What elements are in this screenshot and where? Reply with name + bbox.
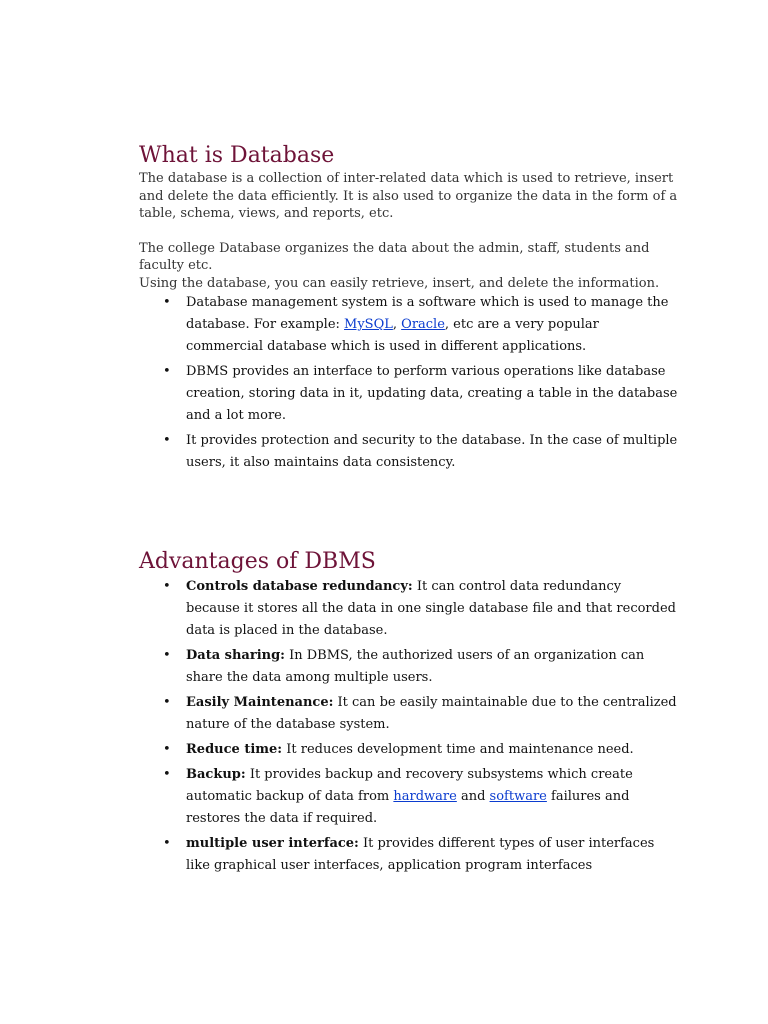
software-link[interactable]: software: [489, 789, 547, 804]
bullet-marker: •: [163, 433, 171, 448]
heading-what-is-database: What is Database: [139, 143, 335, 168]
paragraph-definition: The database is a collection of inter-related data which is used to retrieve, insert and delete the data efficiently. It is also used to organize the data in the form of a table, schema, views, and reports, etc.: [139, 171, 678, 221]
bullet-marker: •: [163, 742, 171, 757]
advantage-term: Controls database redundancy:: [186, 579, 413, 594]
bullet-marker: •: [163, 836, 171, 851]
list-item: [139, 361, 679, 427]
mysql-link[interactable]: MySQL: [344, 317, 393, 332]
document-content: [139, 142, 679, 880]
advantage-text: It provides different types of user interfaces like graphical user interfaces, application program interfaces: [186, 836, 655, 873]
advantage-term: Backup:: [186, 767, 246, 782]
bullet-marker: •: [163, 295, 171, 310]
list-item: [139, 692, 679, 736]
bullet-marker: •: [163, 695, 171, 710]
bullet-marker: •: [163, 364, 171, 379]
advantage-text: It can be easily maintainable due to the centralized nature of the database system.: [186, 695, 677, 732]
paragraph-college-example: The college Database organizes the data about the admin, staff, students and faculty etc.: [139, 240, 650, 273]
advantage-text: It provides backup and recovery subsystems which create automatic backup of data from: [186, 767, 633, 804]
advantage-text: and: [456, 789, 490, 804]
advantage-text: failures and restores the data if required.: [186, 789, 630, 826]
list-item: [139, 645, 679, 689]
list-item-text: Database management system is a software which is used to manage the database. For example:: [186, 295, 669, 332]
list-item-text: , etc are a very popular commercial database which is used in different applications.: [186, 317, 599, 354]
bullet-marker: •: [163, 648, 171, 663]
list-item: [139, 576, 679, 642]
advantage-term: Data sharing:: [186, 648, 285, 663]
bullet-marker: •: [163, 767, 171, 782]
hardware-link[interactable]: hardware: [393, 789, 457, 804]
oracle-link[interactable]: Oracle: [401, 317, 445, 332]
advantage-text: It can control data redundancy because it stores all the data in one single database file and that recorded data is placed in the database.: [186, 579, 676, 638]
heading-advantages-of-dbms: Advantages of DBMS: [139, 549, 376, 574]
list-item-text: It provides protection and security to the database. In the case of multiple users, it also maintains data consistency.: [186, 433, 678, 470]
advantage-term: Reduce time:: [186, 742, 283, 757]
advantages-bullet-list: [139, 576, 679, 877]
list-item: [139, 739, 679, 761]
list-item: [139, 833, 679, 877]
list-item: [139, 292, 679, 358]
advantage-term: multiple user interface:: [186, 836, 359, 851]
list-item: [139, 764, 679, 830]
list-item-text: DBMS provides an interface to perform various operations like database creation, storing data in it, updating data, creating a table in the database and a lot more.: [186, 364, 678, 423]
paragraph-usage: Using the database, you can easily retrieve, insert, and delete the information.: [139, 275, 660, 291]
bullet-marker: •: [163, 579, 171, 594]
advantage-text: It reduces development time and maintenance need.: [282, 742, 634, 757]
database-bullet-list: [139, 292, 679, 474]
list-item-text: ,: [392, 317, 402, 332]
advantage-term: Easily Maintenance:: [186, 695, 334, 710]
list-item: [139, 430, 679, 474]
advantage-text: In DBMS, the authorized users of an organization can share the data among multiple users.: [186, 648, 645, 685]
